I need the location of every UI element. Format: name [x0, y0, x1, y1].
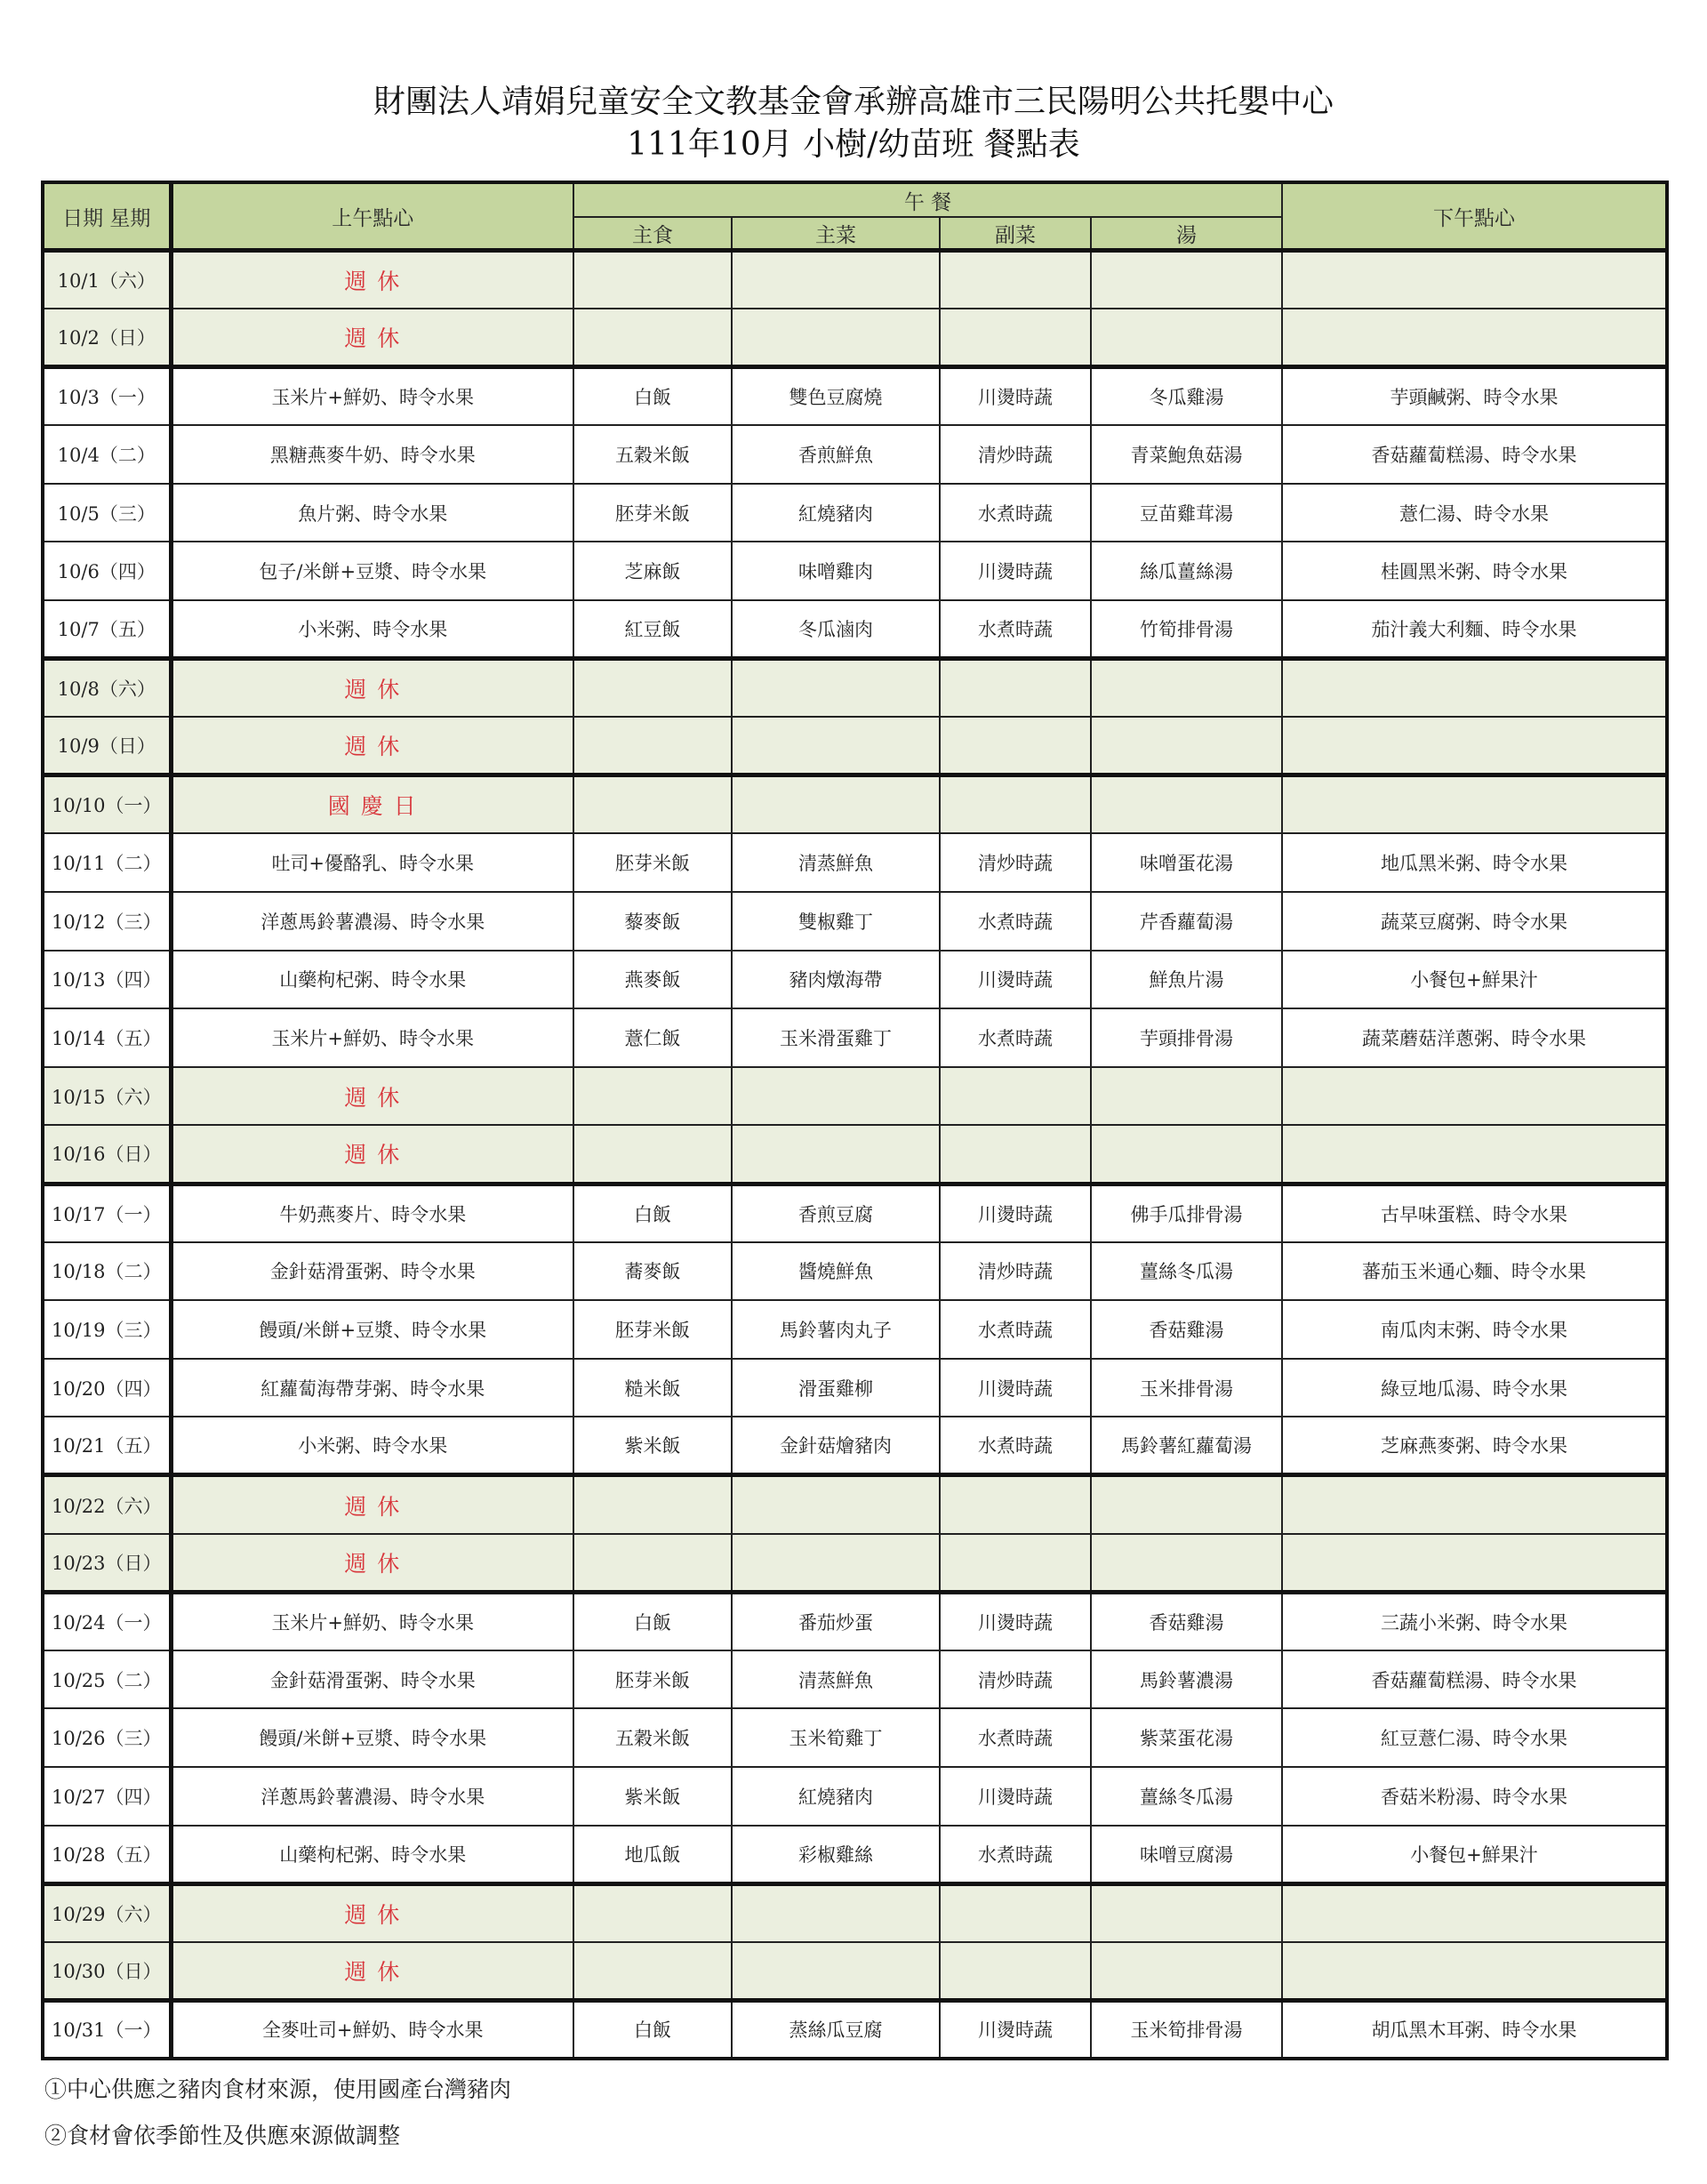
cell-main-dish: [732, 309, 940, 367]
cell-main-dish: 金針菇燴豬肉: [732, 1417, 940, 1475]
table-row: [43, 1184, 1667, 1242]
cell-main-dish: 清蒸鮮魚: [732, 1650, 940, 1709]
cell-side-dish: 清炒時蔬: [940, 833, 1091, 892]
cell-side-dish: 水煮時蔬: [940, 892, 1091, 951]
cell-staple: 胚芽米飯: [573, 484, 732, 542]
col-header-lunch: 午 餐: [573, 182, 1282, 217]
cell-morning-snack: 山藥枸杞粥、時令水果: [171, 951, 573, 1009]
cell-side-dish: 清炒時蔬: [940, 1650, 1091, 1709]
table-row: [43, 1417, 1667, 1475]
cell-morning-snack: 週 休: [171, 717, 573, 775]
cell-side-dish: 川燙時蔬: [940, 2000, 1091, 2059]
cell-side-dish: [940, 309, 1091, 367]
cell-main-dish: 馬鈴薯肉丸子: [732, 1300, 940, 1359]
cell-soup: [1091, 1942, 1282, 2001]
cell-side-dish: 清炒時蔬: [940, 425, 1091, 484]
cell-afternoon-snack: [1282, 1883, 1667, 1942]
cell-staple: 白飯: [573, 1592, 732, 1650]
cell-morning-snack: 玉米片+鮮奶、時令水果: [171, 367, 573, 426]
cell-staple: 芝麻飯: [573, 542, 732, 600]
cell-side-dish: 川燙時蔬: [940, 1767, 1091, 1826]
cell-side-dish: 川燙時蔬: [940, 367, 1091, 426]
cell-soup: [1091, 251, 1282, 309]
cell-afternoon-snack: 香菇米粉湯、時令水果: [1282, 1767, 1667, 1826]
cell-soup: 芹香蘿蔔湯: [1091, 892, 1282, 951]
cell-side-dish: 水煮時蔬: [940, 600, 1091, 659]
cell-date: 10/30（日）: [43, 1942, 171, 2001]
cell-staple: [573, 1883, 732, 1942]
cell-soup: [1091, 659, 1282, 718]
cell-staple: [573, 251, 732, 309]
cell-staple: 燕麥飯: [573, 951, 732, 1009]
cell-morning-snack: 魚片粥、時令水果: [171, 484, 573, 542]
cell-afternoon-snack: [1282, 309, 1667, 367]
table-row: [43, 1008, 1667, 1067]
cell-soup: 鮮魚片湯: [1091, 951, 1282, 1009]
cell-main-dish: 醬燒鮮魚: [732, 1242, 940, 1301]
cell-morning-snack: 饅頭/米餅+豆漿、時令水果: [171, 1300, 573, 1359]
cell-morning-snack: 金針菇滑蛋粥、時令水果: [171, 1650, 573, 1709]
cell-staple: [573, 1067, 732, 1126]
cell-soup: 芋頭排骨湯: [1091, 1008, 1282, 1067]
cell-staple: [573, 1475, 732, 1534]
cell-afternoon-snack: 芋頭鹹粥、時令水果: [1282, 367, 1667, 426]
cell-side-dish: 川燙時蔬: [940, 951, 1091, 1009]
cell-morning-snack: 週 休: [171, 659, 573, 718]
cell-date: 10/7（五）: [43, 600, 171, 659]
cell-afternoon-snack: 胡瓜黑木耳粥、時令水果: [1282, 2000, 1667, 2059]
cell-date: 10/4（二）: [43, 425, 171, 484]
cell-main-dish: [732, 1067, 940, 1126]
col-header-soup: 湯: [1091, 217, 1282, 251]
cell-date: 10/25（二）: [43, 1650, 171, 1709]
col-header-staple: 主食: [573, 217, 732, 251]
cell-soup: 佛手瓜排骨湯: [1091, 1184, 1282, 1242]
table-row: [43, 251, 1667, 309]
table-row: [43, 1883, 1667, 1942]
cell-staple: [573, 309, 732, 367]
cell-afternoon-snack: [1282, 717, 1667, 775]
cell-main-dish: 滑蛋雞柳: [732, 1359, 940, 1417]
cell-date: 10/28（五）: [43, 1826, 171, 1884]
cell-main-dish: 豬肉燉海帶: [732, 951, 940, 1009]
cell-morning-snack: 小米粥、時令水果: [171, 600, 573, 659]
cell-staple: [573, 1942, 732, 2001]
cell-main-dish: 玉米滑蛋雞丁: [732, 1008, 940, 1067]
cell-afternoon-snack: 蔬菜蘑菇洋蔥粥、時令水果: [1282, 1008, 1667, 1067]
cell-afternoon-snack: 古早味蛋糕、時令水果: [1282, 1184, 1667, 1242]
cell-morning-snack: 全麥吐司+鮮奶、時令水果: [171, 2000, 573, 2059]
cell-soup: 味噌豆腐湯: [1091, 1826, 1282, 1884]
cell-afternoon-snack: 香菇蘿蔔糕湯、時令水果: [1282, 1650, 1667, 1709]
table-row: [43, 542, 1667, 600]
cell-afternoon-snack: 蔬菜豆腐粥、時令水果: [1282, 892, 1667, 951]
cell-soup: 紫菜蛋花湯: [1091, 1708, 1282, 1767]
cell-main-dish: 雙色豆腐燒: [732, 367, 940, 426]
cell-soup: 香菇雞湯: [1091, 1300, 1282, 1359]
cell-soup: [1091, 1883, 1282, 1942]
cell-morning-snack: 週 休: [171, 1942, 573, 2001]
cell-morning-snack: 玉米片+鮮奶、時令水果: [171, 1592, 573, 1650]
cell-main-dish: [732, 659, 940, 718]
cell-date: 10/8（六）: [43, 659, 171, 718]
table-row: [43, 1125, 1667, 1184]
cell-date: 10/22（六）: [43, 1475, 171, 1534]
cell-staple: [573, 775, 732, 834]
cell-afternoon-snack: [1282, 251, 1667, 309]
cell-afternoon-snack: 薏仁湯、時令水果: [1282, 484, 1667, 542]
cell-side-dish: 清炒時蔬: [940, 1242, 1091, 1301]
cell-main-dish: 紅燒豬肉: [732, 1767, 940, 1826]
cell-afternoon-snack: [1282, 1942, 1667, 2001]
cell-afternoon-snack: 小餐包+鮮果汁: [1282, 951, 1667, 1009]
cell-afternoon-snack: 小餐包+鮮果汁: [1282, 1826, 1667, 1884]
cell-afternoon-snack: 南瓜肉末粥、時令水果: [1282, 1300, 1667, 1359]
cell-afternoon-snack: 三蔬小米粥、時令水果: [1282, 1592, 1667, 1650]
cell-staple: [573, 659, 732, 718]
cell-staple: 白飯: [573, 2000, 732, 2059]
cell-main-dish: 香煎鮮魚: [732, 425, 940, 484]
cell-side-dish: 川燙時蔬: [940, 1592, 1091, 1650]
table-row: [43, 892, 1667, 951]
cell-morning-snack: 小米粥、時令水果: [171, 1417, 573, 1475]
table-row: [43, 775, 1667, 834]
cell-staple: 蕎麥飯: [573, 1242, 732, 1301]
cell-staple: 糙米飯: [573, 1359, 732, 1417]
cell-staple: 胚芽米飯: [573, 1650, 732, 1709]
cell-soup: [1091, 1125, 1282, 1184]
cell-main-dish: 紅燒豬肉: [732, 484, 940, 542]
cell-afternoon-snack: 香菇蘿蔔糕湯、時令水果: [1282, 425, 1667, 484]
cell-main-dish: [732, 251, 940, 309]
col-header-side-dish: 副菜: [940, 217, 1091, 251]
cell-main-dish: 彩椒雞絲: [732, 1826, 940, 1884]
cell-afternoon-snack: [1282, 1534, 1667, 1593]
cell-morning-snack: 週 休: [171, 1067, 573, 1126]
cell-morning-snack: 吐司+優酪乳、時令水果: [171, 833, 573, 892]
cell-morning-snack: 金針菇滑蛋粥、時令水果: [171, 1242, 573, 1301]
cell-afternoon-snack: [1282, 1125, 1667, 1184]
cell-morning-snack: 國 慶 日: [171, 775, 573, 834]
cell-main-dish: [732, 1942, 940, 2001]
note-seasonal-adjust: ②食材會依季節性及供應來源做調整: [44, 2123, 401, 2148]
cell-afternoon-snack: 芝麻燕麥粥、時令水果: [1282, 1417, 1667, 1475]
cell-afternoon-snack: 蕃茄玉米通心麵、時令水果: [1282, 1242, 1667, 1301]
table-row: [43, 484, 1667, 542]
cell-staple: 白飯: [573, 367, 732, 426]
cell-side-dish: [940, 1125, 1091, 1184]
cell-soup: 玉米排骨湯: [1091, 1359, 1282, 1417]
cell-soup: 絲瓜薑絲湯: [1091, 542, 1282, 600]
cell-afternoon-snack: [1282, 775, 1667, 834]
cell-morning-snack: 牛奶燕麥片、時令水果: [171, 1184, 573, 1242]
cell-main-dish: 味噌雞肉: [732, 542, 940, 600]
table-row: [43, 1300, 1667, 1359]
cell-staple: 白飯: [573, 1184, 732, 1242]
cell-staple: 紫米飯: [573, 1767, 732, 1826]
cell-morning-snack: 包子/米餅+豆漿、時令水果: [171, 542, 573, 600]
cell-staple: 薏仁飯: [573, 1008, 732, 1067]
cell-afternoon-snack: 茄汁義大利麵、時令水果: [1282, 600, 1667, 659]
table-row: [43, 1475, 1667, 1534]
cell-soup: [1091, 309, 1282, 367]
table-row: [43, 2000, 1667, 2059]
table-row: [43, 1708, 1667, 1767]
cell-date: 10/18（二）: [43, 1242, 171, 1301]
cell-main-dish: 蒸絲瓜豆腐: [732, 2000, 940, 2059]
col-header-main-dish: 主菜: [732, 217, 940, 251]
cell-side-dish: [940, 1534, 1091, 1593]
cell-side-dish: 水煮時蔬: [940, 1417, 1091, 1475]
table-row: [43, 1942, 1667, 2001]
cell-date: 10/31（一）: [43, 2000, 171, 2059]
cell-staple: 胚芽米飯: [573, 1300, 732, 1359]
cell-soup: 味噌蛋花湯: [1091, 833, 1282, 892]
cell-soup: 青菜鮑魚菇湯: [1091, 425, 1282, 484]
cell-morning-snack: 週 休: [171, 1125, 573, 1184]
cell-side-dish: [940, 1883, 1091, 1942]
cell-side-dish: [940, 1475, 1091, 1534]
cell-main-dish: [732, 1125, 940, 1184]
cell-soup: 馬鈴薯濃湯: [1091, 1650, 1282, 1709]
cell-main-dish: 清蒸鮮魚: [732, 833, 940, 892]
cell-date: 10/12（三）: [43, 892, 171, 951]
cell-date: 10/15（六）: [43, 1067, 171, 1126]
cell-main-dish: 冬瓜滷肉: [732, 600, 940, 659]
cell-side-dish: [940, 1067, 1091, 1126]
cell-date: 10/20（四）: [43, 1359, 171, 1417]
cell-morning-snack: 黑糖燕麥牛奶、時令水果: [171, 425, 573, 484]
cell-date: 10/29（六）: [43, 1883, 171, 1942]
cell-main-dish: [732, 1883, 940, 1942]
table-row: [43, 1534, 1667, 1593]
cell-staple: [573, 1125, 732, 1184]
cell-side-dish: [940, 775, 1091, 834]
cell-staple: 紅豆飯: [573, 600, 732, 659]
cell-date: 10/24（一）: [43, 1592, 171, 1650]
table-row: [43, 717, 1667, 775]
table-row: [43, 309, 1667, 367]
cell-date: 10/5（三）: [43, 484, 171, 542]
cell-date: 10/13（四）: [43, 951, 171, 1009]
cell-date: 10/10（一）: [43, 775, 171, 834]
cell-side-dish: 川燙時蔬: [940, 542, 1091, 600]
table-row: [43, 833, 1667, 892]
cell-soup: 薑絲冬瓜湯: [1091, 1767, 1282, 1826]
cell-date: 10/6（四）: [43, 542, 171, 600]
cell-date: 10/27（四）: [43, 1767, 171, 1826]
cell-staple: 地瓜飯: [573, 1826, 732, 1884]
meal-schedule-table: [41, 181, 1669, 2060]
cell-side-dish: [940, 717, 1091, 775]
table-row: [43, 1767, 1667, 1826]
cell-morning-snack: 週 休: [171, 309, 573, 367]
cell-afternoon-snack: [1282, 1067, 1667, 1126]
cell-staple: [573, 1534, 732, 1593]
cell-main-dish: [732, 1534, 940, 1593]
cell-staple: 五穀米飯: [573, 425, 732, 484]
cell-soup: 冬瓜雞湯: [1091, 367, 1282, 426]
cell-afternoon-snack: [1282, 659, 1667, 718]
col-header-morning-snack: 上午點心: [171, 182, 573, 251]
cell-morning-snack: 週 休: [171, 1534, 573, 1593]
cell-date: 10/21（五）: [43, 1417, 171, 1475]
cell-morning-snack: 饅頭/米餅+豆漿、時令水果: [171, 1708, 573, 1767]
col-header-afternoon-snack: 下午點心: [1282, 182, 1667, 251]
cell-date: 10/11（二）: [43, 833, 171, 892]
cell-date: 10/23（日）: [43, 1534, 171, 1593]
table-row: [43, 600, 1667, 659]
cell-soup: 竹筍排骨湯: [1091, 600, 1282, 659]
cell-soup: 薑絲冬瓜湯: [1091, 1242, 1282, 1301]
cell-side-dish: [940, 251, 1091, 309]
cell-morning-snack: 洋蔥馬鈴薯濃湯、時令水果: [171, 1767, 573, 1826]
cell-afternoon-snack: [1282, 1475, 1667, 1534]
cell-afternoon-snack: 綠豆地瓜湯、時令水果: [1282, 1359, 1667, 1417]
cell-side-dish: 水煮時蔬: [940, 1008, 1091, 1067]
table-row: [43, 1592, 1667, 1650]
cell-date: 10/17（一）: [43, 1184, 171, 1242]
table-row: [43, 951, 1667, 1009]
cell-side-dish: 水煮時蔬: [940, 1708, 1091, 1767]
cell-soup: 豆苗雞茸湯: [1091, 484, 1282, 542]
cell-staple: [573, 717, 732, 775]
cell-morning-snack: 週 休: [171, 1475, 573, 1534]
cell-morning-snack: 週 休: [171, 1883, 573, 1942]
cell-date: 10/3（一）: [43, 367, 171, 426]
cell-side-dish: 水煮時蔬: [940, 1826, 1091, 1884]
cell-main-dish: [732, 1475, 940, 1534]
cell-morning-snack: 玉米片+鮮奶、時令水果: [171, 1008, 573, 1067]
cell-soup: 玉米筍排骨湯: [1091, 2000, 1282, 2059]
cell-side-dish: 水煮時蔬: [940, 484, 1091, 542]
cell-staple: 紫米飯: [573, 1417, 732, 1475]
cell-morning-snack: 紅蘿蔔海帶芽粥、時令水果: [171, 1359, 573, 1417]
cell-side-dish: 川燙時蔬: [940, 1359, 1091, 1417]
cell-main-dish: 玉米筍雞丁: [732, 1708, 940, 1767]
cell-main-dish: [732, 717, 940, 775]
table-row: [43, 1650, 1667, 1709]
cell-staple: 五穀米飯: [573, 1708, 732, 1767]
cell-staple: 藜麥飯: [573, 892, 732, 951]
cell-date: 10/14（五）: [43, 1008, 171, 1067]
cell-side-dish: [940, 1942, 1091, 2001]
cell-date: 10/26（三）: [43, 1708, 171, 1767]
cell-date: 10/16（日）: [43, 1125, 171, 1184]
cell-soup: 香菇雞湯: [1091, 1592, 1282, 1650]
cell-date: 10/2（日）: [43, 309, 171, 367]
cell-afternoon-snack: 桂圓黑米粥、時令水果: [1282, 542, 1667, 600]
table-row: [43, 1826, 1667, 1884]
cell-soup: [1091, 717, 1282, 775]
cell-side-dish: [940, 659, 1091, 718]
cell-morning-snack: 週 休: [171, 251, 573, 309]
cell-soup: [1091, 1534, 1282, 1593]
cell-main-dish: [732, 775, 940, 834]
table-row: [43, 1359, 1667, 1417]
cell-morning-snack: 洋蔥馬鈴薯濃湯、時令水果: [171, 892, 573, 951]
cell-soup: [1091, 1475, 1282, 1534]
cell-side-dish: 川燙時蔬: [940, 1184, 1091, 1242]
org-title: 財團法人靖娟兒童安全文教基金會承辦高雄市三民陽明公共托嬰中心: [373, 84, 1334, 120]
cell-main-dish: 香煎豆腐: [732, 1184, 940, 1242]
cell-main-dish: 雙椒雞丁: [732, 892, 940, 951]
table-row: [43, 425, 1667, 484]
cell-soup: [1091, 775, 1282, 834]
menu-title: 111年10月 小樹/幼苗班 餐點表: [627, 126, 1080, 163]
cell-date: 10/19（三）: [43, 1300, 171, 1359]
table-row: [43, 367, 1667, 426]
col-header-date: 日期 星期: [43, 182, 171, 251]
cell-soup: 馬鈴薯紅蘿蔔湯: [1091, 1417, 1282, 1475]
cell-morning-snack: 山藥枸杞粥、時令水果: [171, 1826, 573, 1884]
table-row: [43, 1242, 1667, 1301]
cell-main-dish: 番茄炒蛋: [732, 1592, 940, 1650]
cell-afternoon-snack: 紅豆薏仁湯、時令水果: [1282, 1708, 1667, 1767]
table-row: [43, 659, 1667, 718]
table-row: [43, 1067, 1667, 1126]
cell-soup: [1091, 1067, 1282, 1126]
note-pork-source: ①中心供應之豬肉食材來源，使用國產台灣豬肉: [44, 2076, 512, 2102]
cell-side-dish: 水煮時蔬: [940, 1300, 1091, 1359]
cell-date: 10/1（六）: [43, 251, 171, 309]
cell-date: 10/9（日）: [43, 717, 171, 775]
cell-afternoon-snack: 地瓜黑米粥、時令水果: [1282, 833, 1667, 892]
cell-staple: 胚芽米飯: [573, 833, 732, 892]
